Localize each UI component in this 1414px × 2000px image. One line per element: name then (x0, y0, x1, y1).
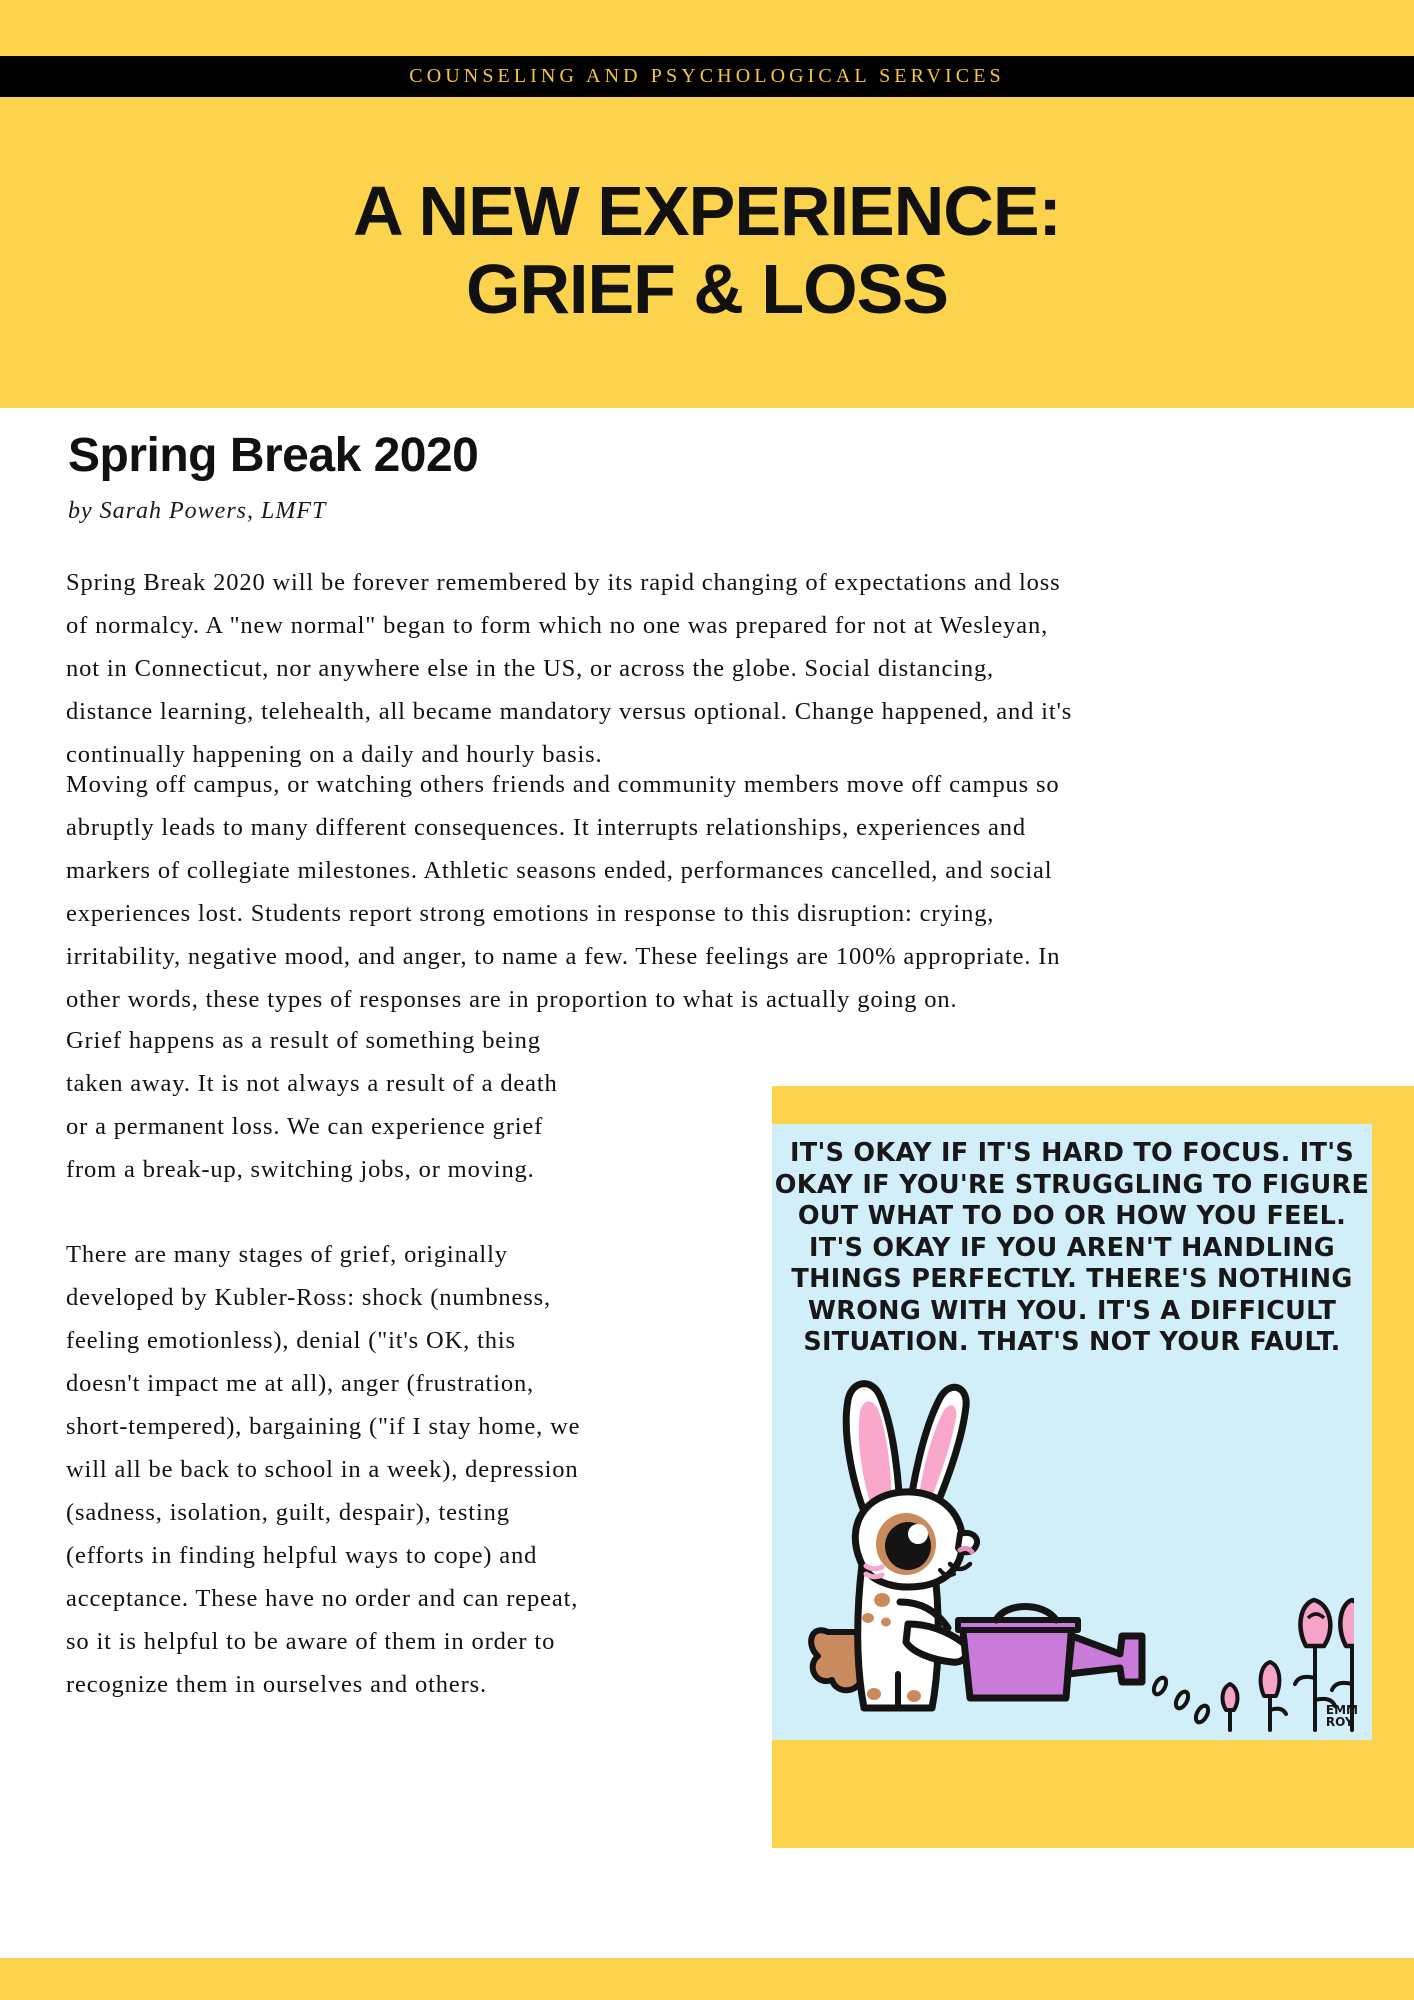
handwritten-line: WRONG WITH YOU. IT'S A DIFFICULT (807, 1295, 1337, 1326)
handwritten-line: IT'S OKAY IF IT'S HARD TO FOCUS. IT'S (789, 1138, 1355, 1168)
kicker-bar (0, 56, 1414, 97)
page-title-line-1: A NEW EXPERIENCE: (353, 172, 1061, 250)
artist-signature-line-2: ROY (1325, 1715, 1354, 1729)
article-byline: by Sarah Powers, LMFT (68, 498, 327, 524)
handwritten-line: SITUATION. THAT'S NOT YOUR FAULT. (803, 1327, 1341, 1357)
illustration-figure (772, 1086, 1414, 1848)
article-paragraph: There are many stages of grief, originally developed by Kubler-Ross: shock (numbness, feeling emotionless), denial ("it's OK, this doesn't impact me at all), anger (frustration, short-tempered), bargaining ("if I stay home, we will all be back to school in a week), depression (sadness, isolation, guilt, despair), testing (efforts in finding helpful ways to cope) and acceptance. These have no order and can repeat, so it is helpful to be aware of them in order to recognize them in ourselves and others. (66, 1240, 581, 1698)
article-paragraph: Grief happens as a result of something being taken away. It is not always a result of a death or a permanent loss. We can experience grief from a break-up, switching jobs, or moving. (66, 1026, 558, 1183)
bunny-watering-flowers-illustration (790, 1374, 1354, 1734)
artist-signature (1326, 1704, 1358, 1728)
organization-kicker: COUNSELING AND PSYCHOLOGICAL SERVICES (409, 65, 1005, 87)
page-title (0, 172, 1414, 328)
handwritten-line: OKAY IF YOU'RE STRUGGLING TO FIGURE (774, 1169, 1370, 1200)
page-title-line-2: GRIEF & LOSS (466, 250, 948, 328)
illustration-handwritten-text (772, 1138, 1372, 1359)
article-paragraph: Spring Break 2020 will be forever remembered by its rapid changing of expectations and loss of normalcy. A "new normal" began to form which no one was prepared for not at Wesleyan, not in Connecticut, nor anywhere else in the US, or across the globe. Social distancing, distance learning, telehealth, all became mandatory versus optional. Change happened, and it's continually happening on a daily and hourly basis. (66, 568, 1073, 768)
handwritten-line: IT'S OKAY IF YOU AREN'T HANDLING (808, 1232, 1335, 1263)
article-headline: Spring Break 2020 (68, 429, 479, 482)
artist-signature-line-1: EMM (1325, 1703, 1358, 1717)
article-paragraph: Moving off campus, or watching others friends and community members move off campus so abruptly leads to many different consequences. It interrupts relationships, experiences and markers of collegiate milestones. Athletic seasons ended, performances cancelled, and social experiences lost. Students report strong emotions in response to this disruption: crying, irritability, negative mood, and anger, to name a few. These feelings are 100% appropriate. In other words, these types of responses are in proportion to what is actually going on. (66, 770, 1061, 1013)
handwritten-line: OUT WHAT TO DO OR HOW YOU FEEL. (797, 1201, 1347, 1231)
footer-bar (0, 1958, 1414, 2000)
handwritten-line: THINGS PERFECTLY. THERE'S NOTHING (791, 1264, 1353, 1294)
masthead-banner (0, 0, 1414, 408)
illustration-canvas (772, 1124, 1372, 1740)
